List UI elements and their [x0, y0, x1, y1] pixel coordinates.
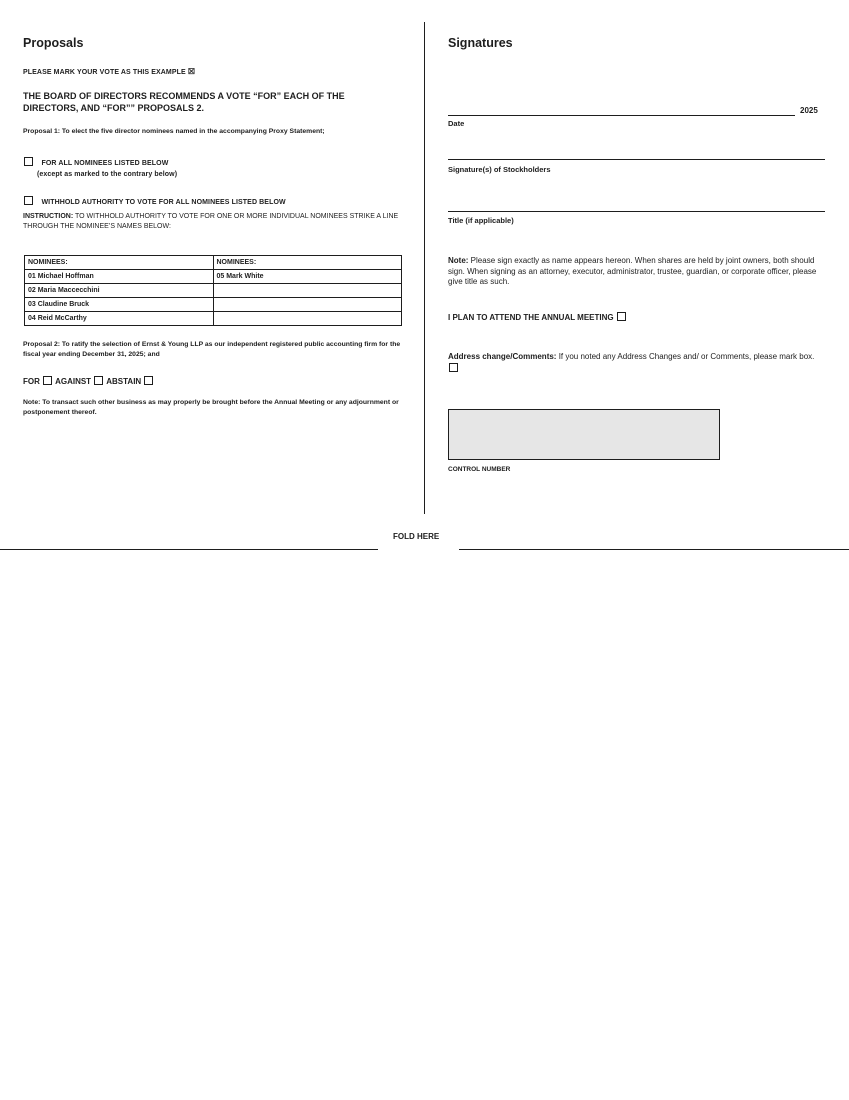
- vote-against-label: AGAINST: [55, 377, 92, 386]
- board-recommendation: THE BOARD OF DIRECTORS RECOMMENDS A VOTE “FOR” EACH OF THE DIRECTORS, AND “FOR”” PROPOSALS 2.: [23, 91, 345, 113]
- signature-label: Signature(s) of Stockholders: [448, 165, 551, 174]
- date-line[interactable]: [448, 115, 795, 116]
- for-all-label: FOR ALL NOMINEES LISTED BELOW: [41, 160, 169, 167]
- table-row: [25, 298, 402, 312]
- table-row: [25, 312, 402, 326]
- fold-here-label: FOLD HERE: [393, 532, 440, 541]
- vote-against-checkbox[interactable]: [94, 376, 103, 385]
- signing-note: [448, 256, 826, 288]
- signing-note-text: Please sign exactly as name appears hereon. When shares are held by joint owners, both should sign. When signing as an attorney, executor, administrator, trustee, guardian, or corporate officer, please give title as such.: [448, 256, 817, 286]
- signatures-heading: Signatures: [448, 36, 513, 50]
- vote-for-label: FOR: [23, 377, 40, 386]
- for-all-checkbox[interactable]: [24, 157, 33, 166]
- fold-line-right: [459, 549, 849, 550]
- nominees-table: [24, 255, 402, 326]
- control-number-label: CONTROL NUMBER: [448, 466, 511, 473]
- nominee-cell: [213, 312, 402, 326]
- signing-note-label: Note:: [448, 256, 469, 265]
- withhold-checkbox[interactable]: [24, 196, 33, 205]
- withhold-label: WITHHOLD AUTHORITY TO VOTE FOR ALL NOMINEES LISTED BELOW: [41, 199, 286, 206]
- instruction-label: INSTRUCTION:: [23, 213, 74, 220]
- title-label: Title (if applicable): [448, 216, 514, 225]
- mark-example-line: [23, 67, 195, 76]
- for-all-sublabel: (except as marked to the contrary below): [37, 171, 178, 178]
- nominees-header-col2: NOMINEES:: [213, 256, 402, 270]
- proposals-heading: Proposals: [23, 36, 84, 50]
- title-line[interactable]: [448, 211, 825, 212]
- fold-line-left: [0, 549, 378, 550]
- instruction-text: TO WITHHOLD AUTHORITY TO VOTE FOR ONE OR MORE INDIVIDUAL NOMINEES STRIKE A LINE THROUGH THE NOMINEE’S NAMES BELOW:: [23, 213, 399, 230]
- signature-line[interactable]: [448, 159, 825, 160]
- address-change-label: Address change/Comments:: [448, 352, 557, 361]
- mark-example-text: PLEASE MARK YOUR VOTE AS THIS EXAMPLE: [23, 69, 186, 76]
- address-change-block: [448, 352, 826, 374]
- nominee-cell[interactable]: 03 Claudine Bruck: [25, 298, 214, 312]
- address-change-text: If you noted any Address Changes and/ or Comments, please mark box.: [556, 352, 815, 361]
- nominees-table-wrap: [24, 255, 402, 326]
- instruction-block: [23, 212, 405, 231]
- example-checked-box-icon: ☒: [187, 67, 196, 76]
- nominee-cell[interactable]: 02 Maria Maccecchini: [25, 284, 214, 298]
- table-row: [25, 270, 402, 284]
- table-header-row: [25, 256, 402, 270]
- withhold-option[interactable]: [23, 191, 286, 209]
- proposal-2-text: Proposal 2: To ratify the selection of Ernst & Young LLP as our independent registered public accounting firm for the fiscal year ending December 31, 2025; and: [23, 341, 401, 358]
- column-divider: [424, 22, 425, 514]
- vote-abstain-checkbox[interactable]: [144, 376, 153, 385]
- nominees-header-col1: NOMINEES:: [25, 256, 214, 270]
- nominee-cell[interactable]: 05 Mark White: [213, 270, 402, 284]
- address-change-checkbox[interactable]: [449, 363, 458, 372]
- nominee-cell[interactable]: 01 Michael Hoffman: [25, 270, 214, 284]
- nominee-cell: [213, 284, 402, 298]
- proposal-1-text: Proposal 1: To elect the five director nominees named in the accompanying Proxy Statement;: [23, 128, 325, 135]
- attend-meeting-label: I PLAN TO ATTEND THE ANNUAL MEETING: [448, 313, 614, 322]
- other-business-note: Note: To transact such other business as may properly be brought before the Annual Meeting or any adjournment or postponement thereof.: [23, 399, 399, 416]
- attend-meeting-option: [448, 312, 627, 322]
- table-row: [25, 284, 402, 298]
- control-number-box: [448, 409, 720, 460]
- nominee-cell[interactable]: 04 Reid McCarthy: [25, 312, 214, 326]
- date-label: Date: [448, 119, 465, 128]
- nominee-cell: [213, 298, 402, 312]
- proposal-2-vote-options: [23, 376, 154, 386]
- year-text: 2025: [800, 106, 818, 115]
- attend-meeting-checkbox[interactable]: [617, 312, 626, 321]
- vote-abstain-label: ABSTAIN: [106, 377, 142, 386]
- vote-for-checkbox[interactable]: [43, 376, 52, 385]
- for-all-option[interactable]: [23, 152, 177, 178]
